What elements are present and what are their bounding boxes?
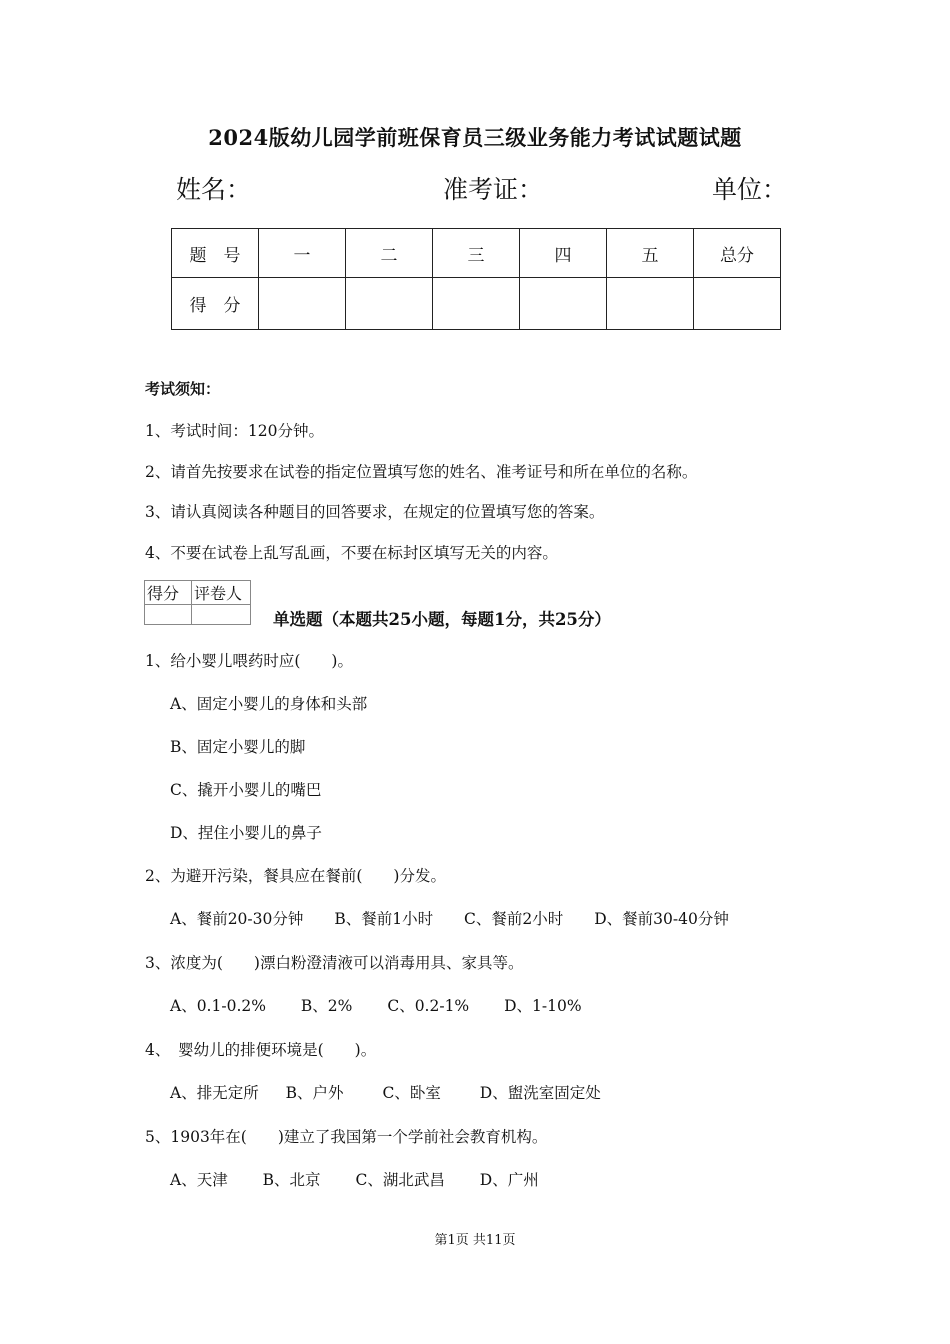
question-option: B、户外 — [285, 1084, 344, 1102]
notice-item: 4、不要在试卷上乱写乱画，不要在标封区填写无关的内容。 — [145, 544, 558, 562]
question-stem: 5、1903年在( )建立了我国第一个学前社会教育机构。 — [145, 1128, 548, 1146]
score-table-cell: 题 号 — [172, 229, 259, 278]
score-table-empty-cell — [607, 278, 694, 330]
page-footer: 第1页 共11页 — [434, 1233, 516, 1248]
question-option: D、捏住小婴儿的鼻子 — [170, 824, 322, 842]
question-option: B、固定小婴儿的脚 — [170, 738, 306, 756]
question-option: A、天津 — [170, 1171, 228, 1189]
question-stem: 2、为避开污染，餐具应在餐前( )分发。 — [145, 867, 446, 885]
question-option: A、0.1-0.2% — [170, 997, 266, 1015]
question-option: C、撬开小婴儿的嘴巴 — [170, 781, 322, 799]
score-table-empty-cell — [520, 278, 607, 330]
grader-score-label: 得分 — [145, 581, 192, 605]
section-title: 单选题（本题共25小题，每题1分，共25分） — [273, 610, 611, 629]
question-option: A、餐前20-30分钟 — [170, 910, 304, 928]
question-options-row — [170, 994, 582, 1016]
score-table-cell: 总分 — [694, 229, 781, 278]
question-option: D、盥洗室固定处 — [479, 1084, 601, 1102]
score-table-empty-cell — [259, 278, 346, 330]
question-option: D、广州 — [479, 1171, 539, 1189]
question-option: D、餐前30-40分钟 — [594, 910, 729, 928]
score-table-cell: 四 — [520, 229, 607, 278]
score-table-header-row — [172, 229, 781, 278]
score-table — [171, 228, 781, 330]
question-option: C、餐前2小时 — [464, 910, 564, 928]
question-option: B、北京 — [262, 1171, 321, 1189]
score-table-cell: 五 — [607, 229, 694, 278]
question-option: C、0.2-1% — [387, 997, 470, 1015]
grader-name-label: 评卷人 — [192, 581, 251, 605]
unit-field-label: 单位： — [712, 175, 788, 204]
question-option: A、排无定所 — [170, 1084, 259, 1102]
question-options-row — [170, 1081, 601, 1103]
question-option: C、湖北武昌 — [355, 1171, 445, 1189]
notice-item: 1、考试时间：120分钟。 — [145, 422, 324, 440]
score-table-empty-cell — [694, 278, 781, 330]
question-options-row — [170, 1168, 539, 1190]
notice-item: 2、请首先按要求在试卷的指定位置填写您的姓名、准考证号和所在单位的名称。 — [145, 463, 698, 481]
question-option: B、2% — [300, 997, 353, 1015]
grader-box — [144, 580, 251, 625]
score-table-empty-cell — [433, 278, 520, 330]
grader-name-cell — [192, 605, 251, 625]
notice-title: 考试须知： — [145, 380, 221, 398]
score-table-score-row — [172, 278, 781, 330]
question-option: C、卧室 — [382, 1084, 441, 1102]
exam-number-field-label: 准考证： — [443, 175, 544, 204]
question-options-row — [170, 907, 729, 929]
question-stem: 4、 婴幼儿的排便环境是( )。 — [145, 1041, 377, 1059]
notice-item: 3、请认真阅读各种题目的回答要求，在规定的位置填写您的答案。 — [145, 503, 605, 521]
score-table-cell: 一 — [259, 229, 346, 278]
score-table-cell: 得 分 — [172, 278, 259, 330]
question-stem: 1、给小婴儿喂药时应( )。 — [145, 652, 353, 670]
question-option: B、餐前1小时 — [334, 910, 434, 928]
document-title: 2024版幼儿园学前班保育员三级业务能力考试试题试题 — [208, 125, 742, 150]
question-option: A、固定小婴儿的身体和头部 — [170, 695, 368, 713]
score-table-empty-cell — [346, 278, 433, 330]
grader-score-cell — [145, 605, 192, 625]
score-table-cell: 二 — [346, 229, 433, 278]
question-stem: 3、浓度为( )漂白粉澄清液可以消毒用具、家具等。 — [145, 954, 524, 972]
name-field-label: 姓名： — [176, 175, 252, 204]
score-table-cell: 三 — [433, 229, 520, 278]
question-option: D、1-10% — [504, 997, 582, 1015]
